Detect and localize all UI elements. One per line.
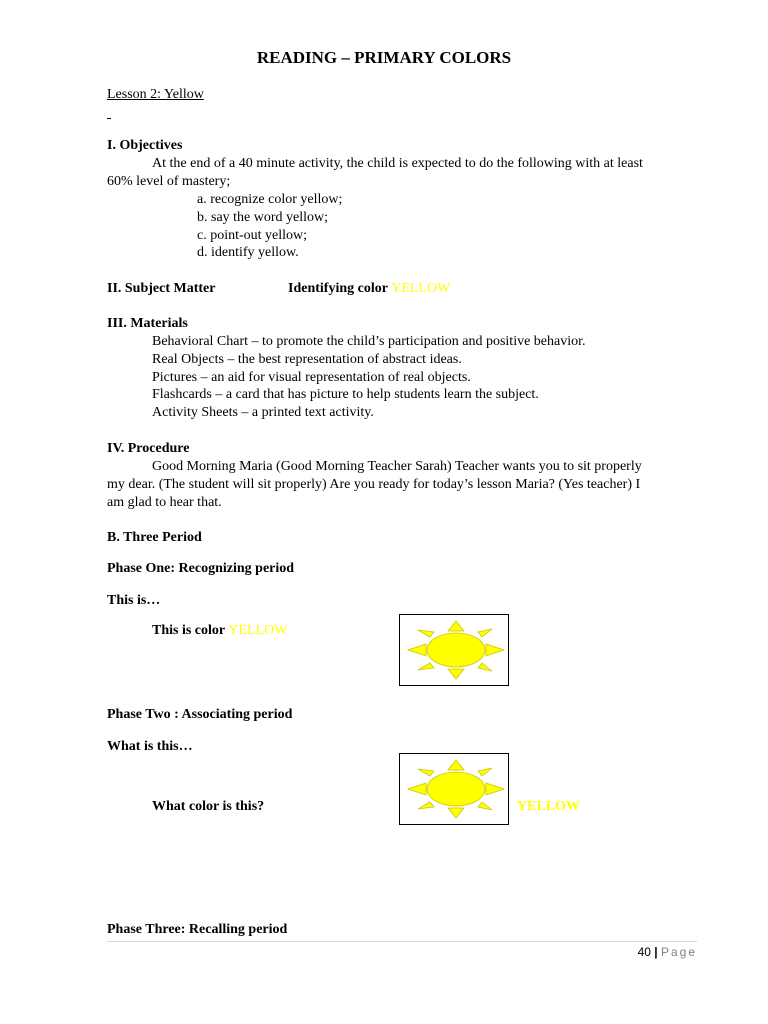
phase-one-color-word: YELLOW [228,623,288,638]
procedure-line: Good Morning Maria (Good Morning Teacher Sarah) Teacher wants you to sit properly [152,459,642,474]
phase-three-heading: Phase Three: Recalling period [107,922,288,937]
phase-two-question: What color is this? [152,799,265,814]
objectives-heading: I. Objectives [107,138,183,153]
sun-icon [400,615,508,685]
procedure-line: am glad to hear that. [107,495,222,510]
procedure-heading: IV. Procedure [107,441,190,456]
objective-item: d. identify yellow. [197,245,299,260]
objective-item: c. point-out yellow; [197,228,308,243]
material-item: Activity Sheets – a printed text activity. [152,405,374,420]
phase-one-heading: Phase One: Recognizing period [107,561,295,576]
material-item: Pictures – an aid for visual representation of real objects. [152,370,471,385]
material-item: Flashcards – a card that has picture to help students learn the subject. [152,387,539,402]
sun-picture-box [399,753,509,825]
material-item: Behavioral Chart – to promote the child’s participation and positive behavior. [152,334,586,349]
lesson-label: Lesson 2: Yellow [107,87,204,102]
page-number: 40 [637,945,651,959]
procedure-line: my dear. (The student will sit properly) Are you ready for today’s lesson Maria? (Yes teacher) I [107,477,641,492]
objective-item: b. say the word yellow; [197,210,329,225]
materials-heading: III. Materials [107,316,188,331]
page-separator: | [654,945,658,959]
objectives-intro-cont: 60% level of mastery; [107,174,231,189]
phase-two-prompt: What is this… [107,739,193,754]
phase-one-prompt: This is… [107,593,161,608]
three-period-heading: B. Three Period [107,530,202,545]
subject-color-word: YELLOW [391,281,451,296]
subject-matter-heading: II. Subject Matter [107,281,216,296]
page-label: Page [660,945,697,959]
phase-two-answer: YELLOW [517,799,581,814]
footer-rule [107,941,697,942]
objective-item: a. recognize color yellow; [197,192,343,207]
phase-one-statement [152,622,287,640]
subject-matter-label: Identifying color [288,281,388,296]
divider-mark [107,118,111,120]
objectives-intro: At the end of a 40 minute activity, the child is expected to do the following with at least [152,156,643,171]
subject-matter-text [288,280,450,298]
phase-two-heading: Phase Two : Associating period [107,707,293,722]
phase-one-statement-text: This is color [152,623,225,638]
page-title: READING – PRIMARY COLORS [256,48,512,67]
page-footer [638,944,697,960]
sun-picture-box [399,614,509,686]
sun-icon [400,754,508,824]
material-item: Real Objects – the best representation of abstract ideas. [152,352,462,367]
